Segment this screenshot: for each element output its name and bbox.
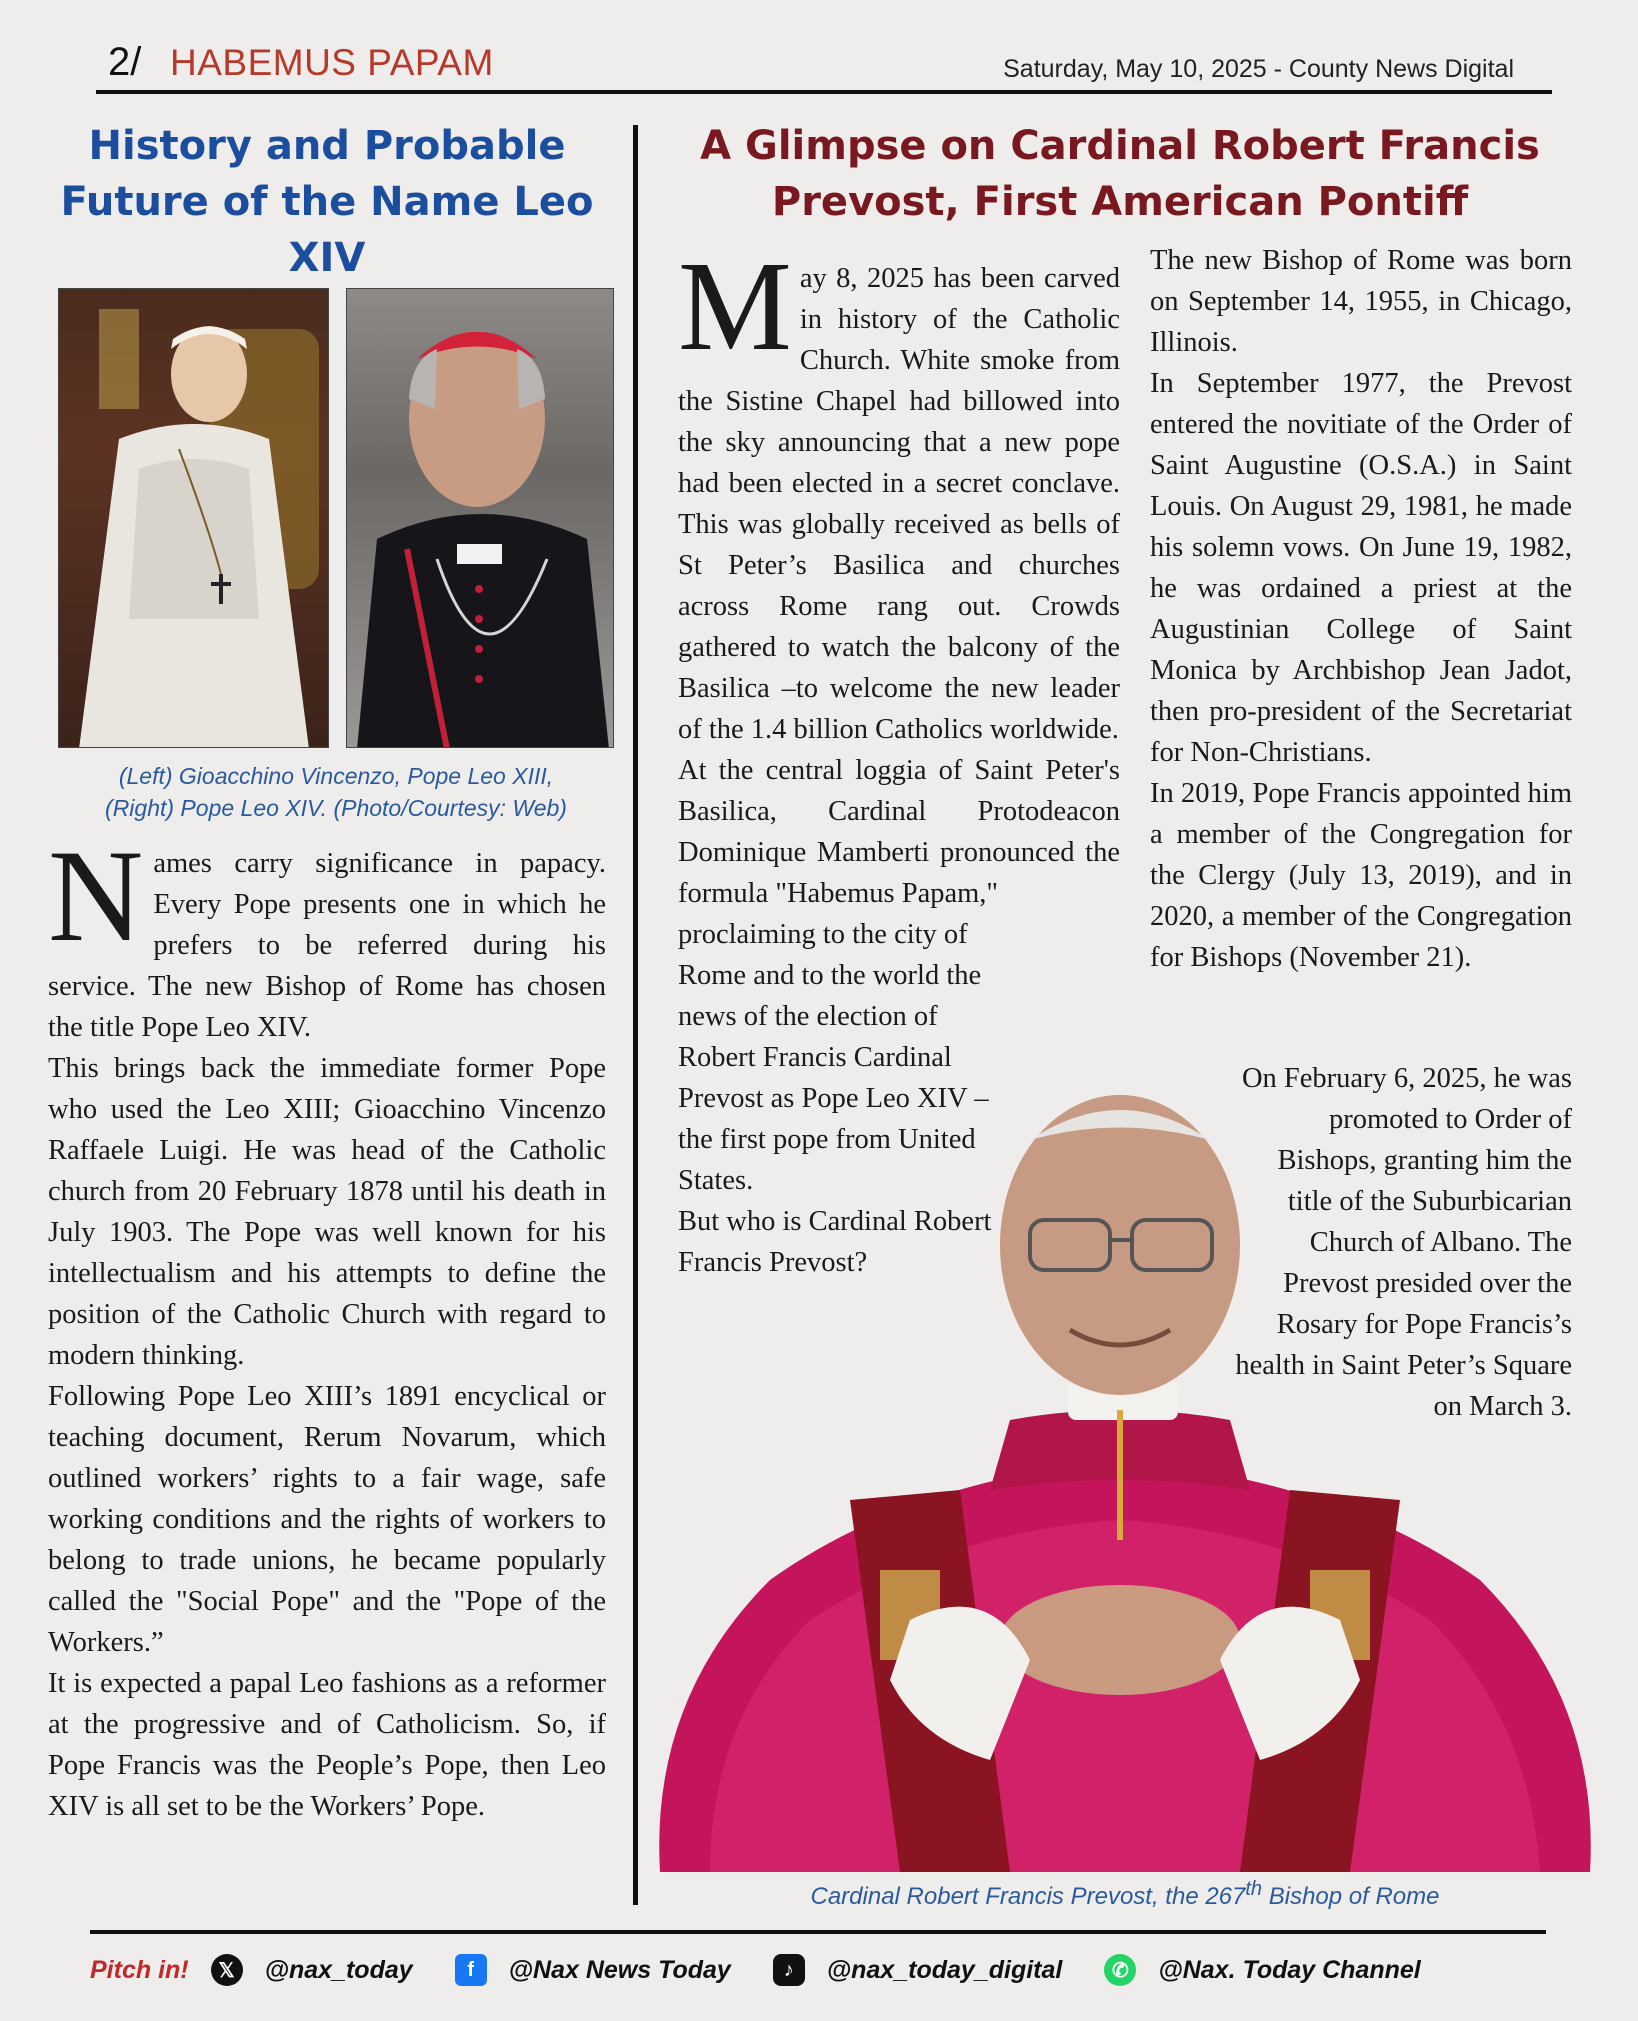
right-article-body — [1150, 240, 1572, 978]
paragraph: At the central loggia of Saint Peter's Basilica, Cardinal Protodeacon Dominique Mamberti pronounced the formula "Habemus Papam," — [678, 755, 1120, 909]
footer-social-bar — [90, 1940, 1546, 2000]
paragraph: Names carry significance in papacy. Every Pope presents one in which he prefers to be referred during his service. The new Bishop of Rome has chosen the title Pope Leo XIV. — [48, 822, 606, 1043]
x-icon: 𝕏 — [211, 1954, 243, 1986]
left-article-body — [48, 822, 606, 1827]
whatsapp-handle[interactable]: @Nax. Today Channel — [1158, 1955, 1421, 1984]
paragraph: The new Bishop of Rome was born on September 14, 1955, in Chicago, Illinois. — [1150, 245, 1572, 358]
pitch-in-label: Pitch in! — [90, 1955, 189, 1984]
paragraph: Following Pope Leo XIII’s 1891 encyclical or teaching document, Rerum Novarum, which outlined workers’ rights to a fair wage, safe working conditions and the rights of workers to belong to trade unions, he became popularly called the "Social Pope" and the "Pope of the Workers.” — [48, 1381, 606, 1658]
column-divider — [633, 125, 638, 1905]
facebook-icon: f — [455, 1954, 487, 1986]
paragraph: It is expected a papal Leo fashions as a reformer at the progressive and of Catholicism. So, if Pope Francis was the People’s Pope, then Leo XIV is all set to be the Workers’ Pope. — [48, 1668, 606, 1822]
dropcap: M — [678, 235, 792, 377]
caption-line: (Left) Gioacchino Vincenzo, Pope Leo XIII, — [118, 763, 554, 789]
photo-pope-leo-xiv — [346, 288, 614, 748]
social-facebook[interactable] — [455, 1954, 731, 1986]
main-photo-caption: Cardinal Robert Francis Prevost, the 267th Bishop of Rome — [810, 1878, 1440, 1910]
dateline: Saturday, May 10, 2025 - County News Digital — [1003, 55, 1514, 83]
x-handle[interactable]: @nax_today — [264, 1955, 413, 1984]
right-article-body-continued — [1230, 1058, 1572, 1427]
page-number: 2/ — [108, 40, 142, 84]
paragraph: This brings back the immediate former Pope who used the Leo XIII; Gioacchino Vincenzo Raffaele Luigi. He was head of the Catholic church from 20 February 1878 until his death in July 1903. The Pope was well known for his intellectualism and his attempts to define the position of the Catholic Church with regard to modern thinking. — [48, 1053, 606, 1371]
paragraph: proclaiming to the city of Rome and to the world the news of the election of Robert Francis Cardinal Prevost as Pope Leo XIV –the first pope from United States. — [678, 919, 989, 1196]
caption-superscript: th — [1245, 1878, 1263, 1900]
paragraph: On February 6, 2025, he was promoted to Order of Bishops, granting him the title of the Suburbicarian Church of Albano. The Prevost presided over the Rosary for Pope Francis’s health in Saint Peter’s Square on March 3. — [1235, 1063, 1572, 1422]
right-headline: A Glimpse on Cardinal Robert Francis Prevost, First American Pontiff — [700, 123, 1540, 225]
header-rule — [96, 90, 1552, 94]
whatsapp-icon: ✆ — [1104, 1954, 1136, 1986]
dropcap: N — [48, 822, 144, 969]
social-whatsapp[interactable] — [1104, 1954, 1420, 1986]
social-x[interactable] — [211, 1954, 413, 1986]
paragraph: But who is Cardinal Robert Francis Prevost? — [678, 1206, 992, 1278]
tiktok-handle[interactable]: @nax_today_digital — [826, 1955, 1063, 1984]
caption-line: (Right) Pope Leo XIV. (Photo/Courtesy: Web) — [105, 795, 567, 821]
section-title: HABEMUS PAPAM — [170, 42, 494, 83]
footer-rule — [90, 1930, 1546, 1934]
paragraph: In September 1977, the Prevost entered the novitiate of the Order of Saint Augustine (O.S.A.) in Saint Louis. On August 29, 1981, he made his solemn vows. On June 19, 1982, he was ordained a priest at the Augustinian College of Saint Monica by Archbishop Jean Jadot, then pro-president of the Secretariat for Non-Christians. — [1150, 368, 1572, 768]
middle-article-body — [678, 235, 1120, 1283]
facebook-handle[interactable]: @Nax News Today — [508, 1955, 731, 1984]
photo-pope-leo-xiii — [58, 288, 329, 748]
paragraph: May 8, 2025 has been carved in history of the Catholic Church. White smoke from the Sistine Chapel had billowed into the sky announcing that a new pope had been elected in a secret conclave. This was globally received as bells of St Peter’s Basilica and churches across Rome rang out. Crowds gathered to watch the balcony of the Basilica –to welcome the new leader of the 1.4 billion Catholics worldwide. — [678, 235, 1120, 745]
tiktok-icon: ♪ — [773, 1954, 805, 1986]
left-photo-caption — [58, 760, 614, 824]
paragraph: In 2019, Pope Francis appointed him a member of the Congregation for the Clergy (July 13, 2019), and in 2020, a member of the Congregation for Bishops (November 21). — [1150, 778, 1572, 973]
social-tiktok[interactable] — [773, 1954, 1063, 1986]
left-headline: History and Probable Future of the Name Leo XIV — [60, 123, 594, 281]
